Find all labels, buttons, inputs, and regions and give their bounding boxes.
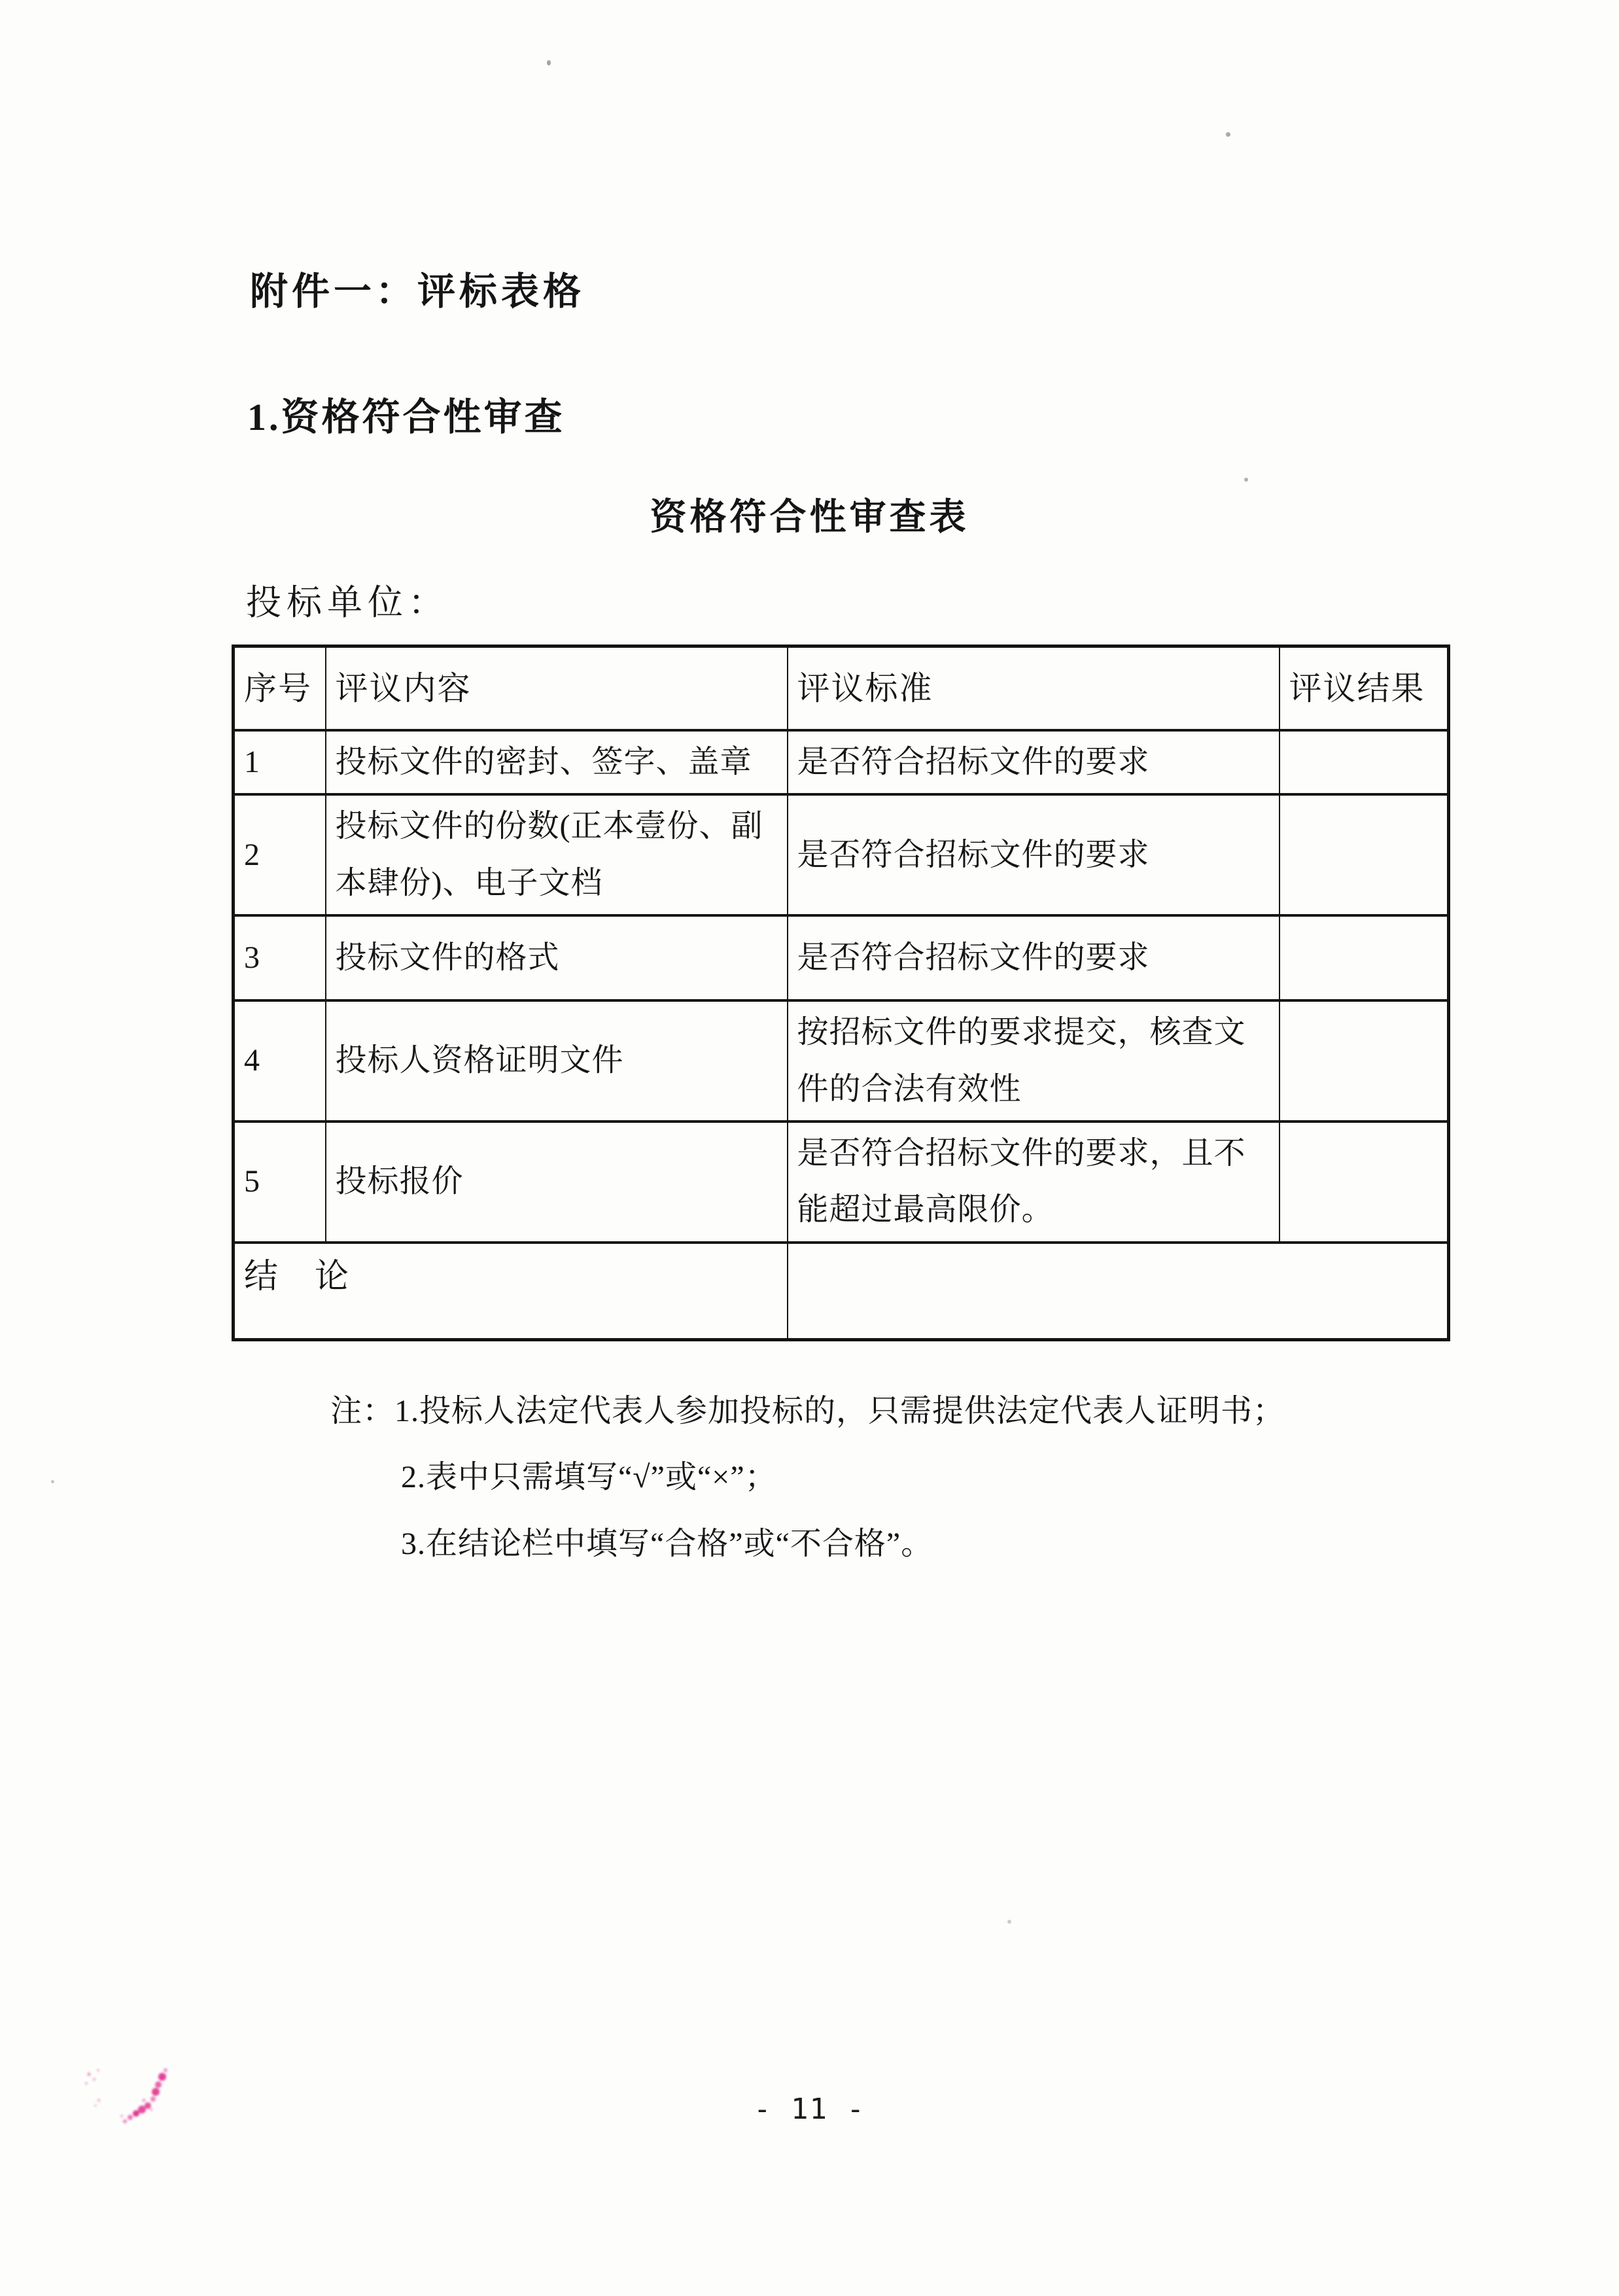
row-number-cell: 5	[234, 1122, 326, 1243]
table-row	[234, 915, 1449, 1000]
table-title: 资格符合性审查表	[650, 497, 969, 538]
result-cell	[1280, 730, 1449, 794]
table-header-row	[234, 646, 1449, 731]
scan-speck	[1226, 132, 1230, 137]
note-item: 2.表中只需填写“√”或“×”；	[401, 1460, 777, 1495]
criteria-cell: 按招标文件的要求提交，核查文件的合法有效性	[788, 1000, 1280, 1122]
attachment-heading: 附件一：评标表格	[250, 270, 585, 313]
qualification-review-table	[232, 645, 1450, 1341]
header-no: 序号	[234, 646, 326, 731]
content-cell: 投标文件的密封、签字、盖章	[326, 730, 788, 794]
row-number-cell: 3	[234, 915, 326, 1000]
conclusion-label: 结 论	[234, 1243, 788, 1340]
criteria-cell: 是否符合招标文件的要求	[788, 794, 1280, 915]
scan-speck	[1007, 1920, 1011, 1924]
row-number-cell: 2	[234, 794, 326, 915]
content-cell: 投标文件的格式	[326, 915, 788, 1000]
content-cell: 投标人资格证明文件	[326, 1000, 788, 1122]
header-content: 评议内容	[326, 646, 788, 731]
scan-speck	[547, 60, 551, 65]
result-cell	[1280, 794, 1449, 915]
section-heading: 1.资格符合性审查	[247, 396, 565, 438]
notes-prefix: 注：	[330, 1393, 395, 1428]
scan-speck	[1244, 478, 1248, 482]
criteria-cell: 是否符合招标文件的要求	[788, 730, 1280, 794]
note-line-3	[330, 1521, 1410, 1567]
criteria-cell: 是否符合招标文件的要求	[788, 915, 1280, 1000]
note-item: 3.在结论栏中填写“合格”或“不合格”。	[401, 1526, 933, 1561]
conclusion-value-cell	[788, 1243, 1449, 1340]
page-number: - 11 -	[754, 2093, 865, 2126]
content-cell: 投标报价	[326, 1122, 788, 1243]
result-cell	[1280, 915, 1449, 1000]
result-cell	[1280, 1122, 1449, 1243]
header-criteria: 评议标准	[788, 646, 1280, 731]
criteria-cell: 是否符合招标文件的要求，且不能超过最高限价。	[788, 1122, 1280, 1243]
note-item: 1.投标人法定代表人参加投标的，只需提供法定代表人证明书；	[394, 1393, 1285, 1428]
note-line-2	[330, 1455, 1410, 1500]
notes-block	[330, 1388, 1410, 1567]
bidder-unit-label: 投标单位：	[246, 583, 449, 622]
header-result: 评议结果	[1280, 646, 1449, 731]
conclusion-row	[234, 1243, 1449, 1340]
scan-speck	[51, 1480, 54, 1483]
table-row	[234, 794, 1449, 915]
pink-ink-smudge	[58, 2036, 208, 2161]
row-number-cell: 4	[234, 1000, 326, 1122]
content-cell: 投标文件的份数(正本壹份、副本肆份)、电子文档	[326, 794, 788, 915]
table-row	[234, 1122, 1449, 1243]
table-row	[234, 1000, 1449, 1122]
note-line-1	[330, 1388, 1410, 1434]
result-cell	[1280, 1000, 1449, 1122]
table-row	[234, 730, 1449, 794]
row-number-cell: 1	[234, 730, 326, 794]
